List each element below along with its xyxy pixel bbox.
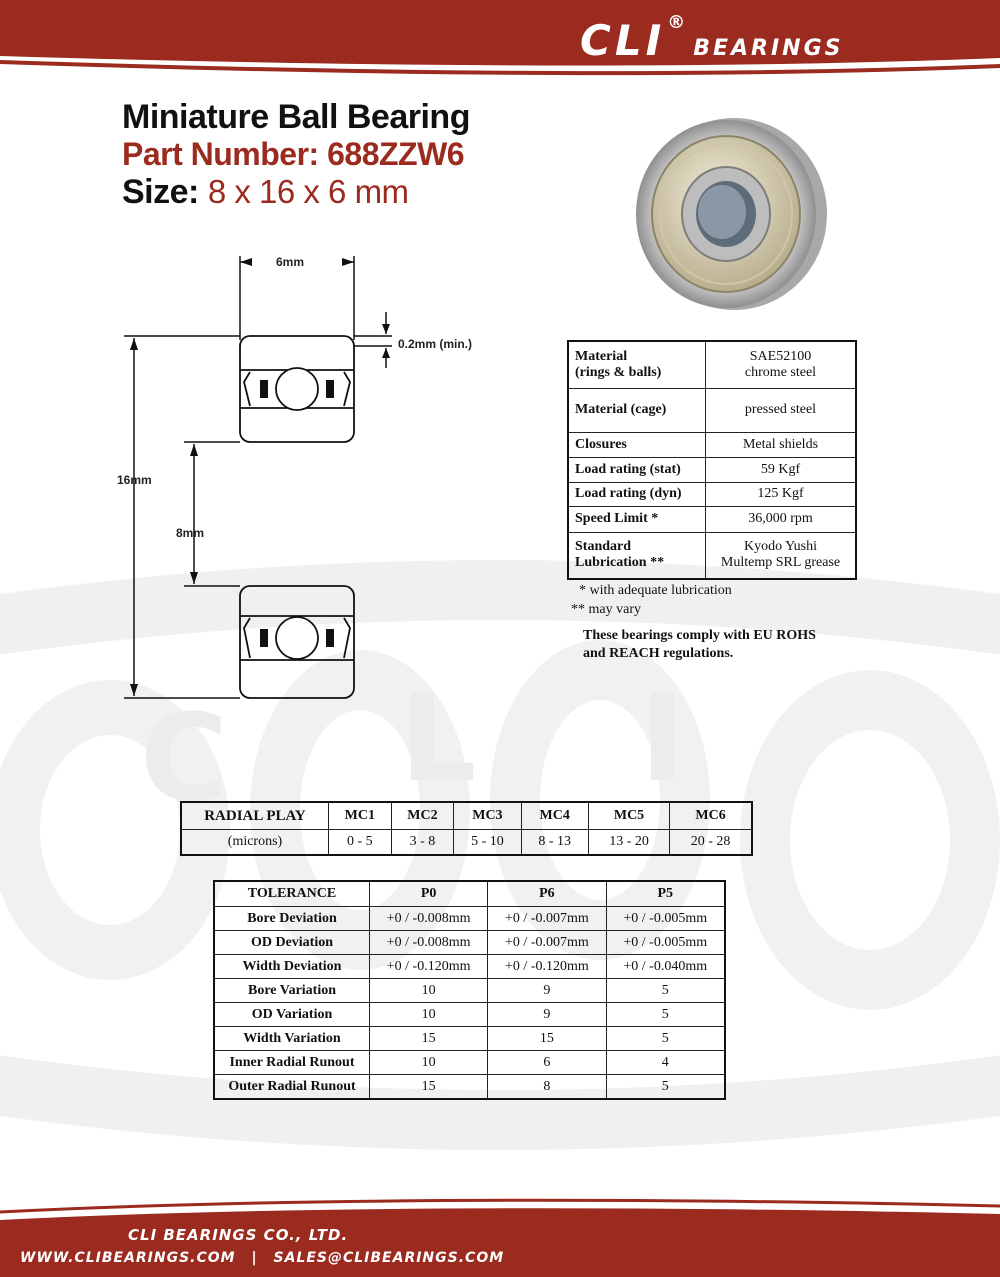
note-may-vary: ** may vary [571,602,641,617]
spec-row [568,506,856,532]
compliance-statement [583,627,816,663]
size-label: Size: [122,173,199,211]
tolerance-row [214,931,725,955]
spec-key-line: Standard [575,539,632,555]
od-dimension-label: 16mm [117,473,152,487]
tolerance-row [214,1003,725,1027]
tolerance-cell: +0 / -0.007mm [488,931,606,955]
tolerance-row [214,1027,725,1051]
tolerance-cell: 4 [606,1051,725,1075]
compliance-line: and REACH regulations. [583,646,734,661]
logo-registered: ® [667,12,686,33]
spec-value: 125 Kgf [706,482,857,506]
tolerance-cell: +0 / -0.040mm [606,955,725,979]
tolerance-row [214,979,725,1003]
radial-play-header-row [181,802,752,830]
radial-play-value: 0 - 5 [329,830,392,856]
spec-key-line: Material [575,348,628,364]
size-value: 8 x 16 x 6 mm [207,173,409,210]
bearing-cross-section-drawing [110,250,510,710]
radial-play-column: MC2 [391,802,454,830]
tolerance-cell: 5 [606,979,725,1003]
svg-text:I: I [640,670,685,809]
footer-email-link[interactable]: SALES@CLIBEARINGS.COM [273,1250,505,1266]
tolerance-cell: 10 [370,979,488,1003]
bearing-photo [634,116,829,311]
tolerance-cell: 5 [606,1003,725,1027]
part-number-label: Part Number: [122,136,319,172]
spec-key: Load rating (dyn) [568,482,706,506]
radial-play-unit: (microns) [181,830,329,856]
spec-value-line: Multemp SRL grease [720,555,841,571]
tolerance-cell: +0 / -0.008mm [370,931,488,955]
radial-play-value-row [181,830,752,856]
spec-key: Closures [568,432,706,457]
tolerance-cell: OD Deviation [214,931,370,955]
logo-main: CLI [580,16,666,65]
svg-text:C: C [140,690,229,829]
spec-value: 36,000 rpm [706,506,857,532]
tolerance-cell: 6 [488,1051,606,1075]
radial-play-value: 20 - 28 [670,830,752,856]
tolerance-cell: 15 [370,1075,488,1100]
tolerance-cell: +0 / -0.120mm [370,955,488,979]
tolerance-header: P6 [488,881,606,907]
radial-play-value: 8 - 13 [521,830,588,856]
tolerance-cell: +0 / -0.008mm [370,907,488,931]
size-line [122,173,409,212]
part-number-line [122,136,464,173]
header-banner [0,0,1000,90]
footer-contact [20,1250,504,1266]
tolerance-cell: +0 / -0.120mm [488,955,606,979]
radial-play-value: 3 - 8 [391,830,454,856]
tolerance-cell: +0 / -0.007mm [488,907,606,931]
shield-gap-label: 0.2mm (min.) [398,337,473,351]
radial-play-table [180,801,753,856]
tolerance-cell: 9 [488,1003,606,1027]
tolerance-header: P0 [370,881,488,907]
spec-value-line: Kyodo Yushi [744,539,817,555]
bore-dimension-label: 8mm [176,526,205,540]
spec-row [568,482,856,506]
spec-row [568,432,856,457]
footer-company-name: CLI BEARINGS CO., LTD. [128,1226,349,1244]
tolerance-cell: 15 [370,1027,488,1051]
tolerance-row [214,1075,725,1100]
tolerance-cell: 5 [606,1027,725,1051]
part-number-value: 688ZZW6 [327,136,465,172]
tolerance-cell: Width Variation [214,1027,370,1051]
tolerance-header: P5 [606,881,725,907]
tolerance-cell: OD Variation [214,1003,370,1027]
spec-row [568,388,856,432]
radial-play-column: MC5 [588,802,669,830]
specifications-table [567,340,857,580]
spec-row [568,457,856,482]
tolerance-table [213,880,726,1100]
svg-text:L: L [400,670,477,809]
note-lubrication: * with adequate lubrication [579,583,732,598]
radial-play-column: MC1 [329,802,392,830]
spec-value: Metal shields [706,432,857,457]
tolerance-cell: Inner Radial Runout [214,1051,370,1075]
tolerance-row [214,907,725,931]
radial-play-column: MC3 [454,802,521,830]
width-dimension-label: 6mm [276,255,305,269]
tolerance-cell: 10 [370,1003,488,1027]
footer-separator: | [251,1250,258,1266]
tolerance-cell: 10 [370,1051,488,1075]
spec-key-line: (rings & balls) [575,364,662,380]
tolerance-header-row [214,881,725,907]
radial-play-column: MC4 [521,802,588,830]
radial-play-label: RADIAL PLAY [181,802,329,830]
logo-sub: BEARINGS [693,36,844,61]
tolerance-cell: Bore Variation [214,979,370,1003]
spec-value [706,341,857,388]
spec-key [568,341,706,388]
tolerance-cell: 5 [606,1075,725,1100]
tolerance-cell: Bore Deviation [214,907,370,931]
spec-row [568,341,856,388]
compliance-line: These bearings comply with EU ROHS [583,628,816,643]
radial-play-value: 13 - 20 [588,830,669,856]
tolerance-cell: Width Deviation [214,955,370,979]
tolerance-row [214,1051,725,1075]
spec-row [568,532,856,579]
tolerance-cell: 8 [488,1075,606,1100]
spec-value-line: SAE52100 [749,348,812,364]
spec-key-line: Lubrication ** [575,555,665,571]
tolerance-header: TOLERANCE [214,881,370,907]
spec-key: Material (cage) [568,388,706,432]
spec-value-line: chrome steel [744,364,817,380]
tolerance-cell: 15 [488,1027,606,1051]
product-title: Miniature Ball Bearing [122,98,470,136]
spec-value: 59 Kgf [706,457,857,482]
tolerance-cell: 9 [488,979,606,1003]
footer-website-link[interactable]: WWW.CLIBEARINGS.COM [20,1250,236,1266]
spec-key: Load rating (stat) [568,457,706,482]
radial-play-column: MC6 [670,802,752,830]
tolerance-cell: +0 / -0.005mm [606,907,725,931]
tolerance-cell: +0 / -0.005mm [606,931,725,955]
spec-key [568,532,706,579]
brand-logo [580,12,844,65]
spec-value [706,532,857,579]
tolerance-cell: Outer Radial Runout [214,1075,370,1100]
spec-value: pressed steel [706,388,857,432]
tolerance-row [214,955,725,979]
radial-play-value: 5 - 10 [454,830,521,856]
spec-key: Speed Limit * [568,506,706,532]
